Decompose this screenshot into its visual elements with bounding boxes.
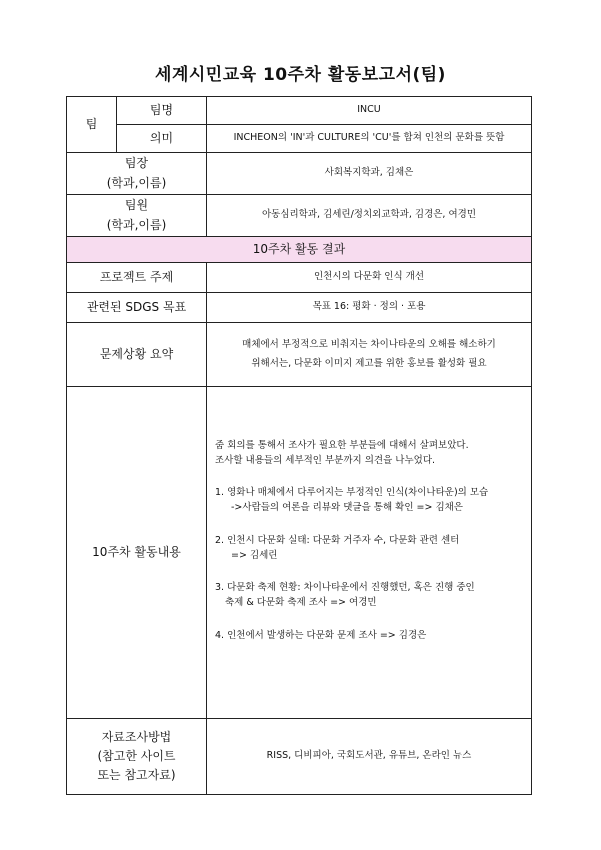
leader-value: 사회복지학과, 김채은 — [207, 153, 532, 195]
page-title: 세계시민교육 10주차 활동보고서(팀) — [155, 65, 446, 85]
team-name-label: 팀명 — [117, 97, 207, 125]
activity-intro2: 조사할 내용들의 세부적인 부분까지 의견을 나누었다. — [215, 454, 436, 466]
activity-item1-b: ->사람들의 여론을 리뷰와 댓글을 통해 확인 => 김채은 — [231, 502, 463, 514]
team-label: 팀 — [67, 97, 117, 153]
activity-label: 10주차 활동내용 — [67, 387, 207, 719]
research-value: RISS, 디비피아, 국회도서관, 유튜브, 온라인 뉴스 — [207, 719, 532, 795]
activity-item3-a: 3. 다문화 축제 현황: 차이나타운에서 진행했던, 혹은 진행 중인 — [215, 582, 475, 594]
topic-label: 프로젝트 주제 — [67, 263, 207, 293]
activity-intro1: 줌 회의를 통해서 조사가 필요한 부분들에 대해서 살펴보았다. — [215, 440, 469, 451]
research-label — [67, 719, 207, 795]
activity-item1-a: 1. 영화나 매체에서 다루어지는 부정적인 인식(차이나타운)의 모습 — [215, 487, 489, 499]
problem-line2: 위해서는, 다문화 이미지 제고를 위한 홍보를 활성화 필요 — [251, 357, 487, 369]
activity-item2-b: => 김세린 — [231, 549, 278, 561]
team-name-value: INCU — [207, 97, 532, 125]
problem-label: 문제상황 요약 — [67, 323, 207, 387]
members-label — [67, 195, 207, 237]
team-meaning-label: 의미 — [117, 125, 207, 153]
topic-value: 인천시의 다문화 인식 개선 — [207, 263, 532, 293]
research-label-line2: (참고한 사이트 — [97, 748, 176, 763]
leader-label — [67, 153, 207, 195]
members-label-line1: 팀원 — [124, 198, 149, 213]
team-meaning-value: INCHEON의 'IN'과 CULTURE의 'CU'를 합쳐 인천의 문화를 뜻함 — [207, 125, 532, 153]
activity-item2-a: 2. 인천시 다문화 실태: 다문화 거주자 수, 다문화 관련 센터 — [215, 534, 460, 546]
problem-line1: 매체에서 부정적으로 비춰지는 차이나타운의 오해를 해소하기 — [242, 339, 496, 351]
activity-item4: 4. 인천에서 발생하는 다문화 문제 조사 => 김경은 — [215, 629, 427, 641]
section-header: 10주차 활동 결과 — [67, 237, 532, 263]
report-table — [66, 96, 532, 795]
problem-value — [207, 323, 532, 387]
leader-label-line1: 팀장 — [124, 156, 149, 171]
research-label-line1: 자료조사방법 — [101, 729, 172, 744]
research-label-line3: 또는 참고자료) — [97, 768, 176, 783]
activity-item3-b: 축제 & 다문화 축제 조사 => 여경민 — [225, 597, 377, 609]
sdgs-value: 목표 16: 평화 · 정의 · 포용 — [207, 293, 532, 323]
members-value: 아동심리학과, 김세린/정치외교학과, 김경은, 여경민 — [207, 195, 532, 237]
activity-content — [207, 387, 532, 719]
sdgs-label: 관련된 SDGS 목표 — [67, 293, 207, 323]
members-label-line2: (학과,이름) — [106, 217, 167, 232]
leader-label-line2: (학과,이름) — [106, 175, 167, 190]
